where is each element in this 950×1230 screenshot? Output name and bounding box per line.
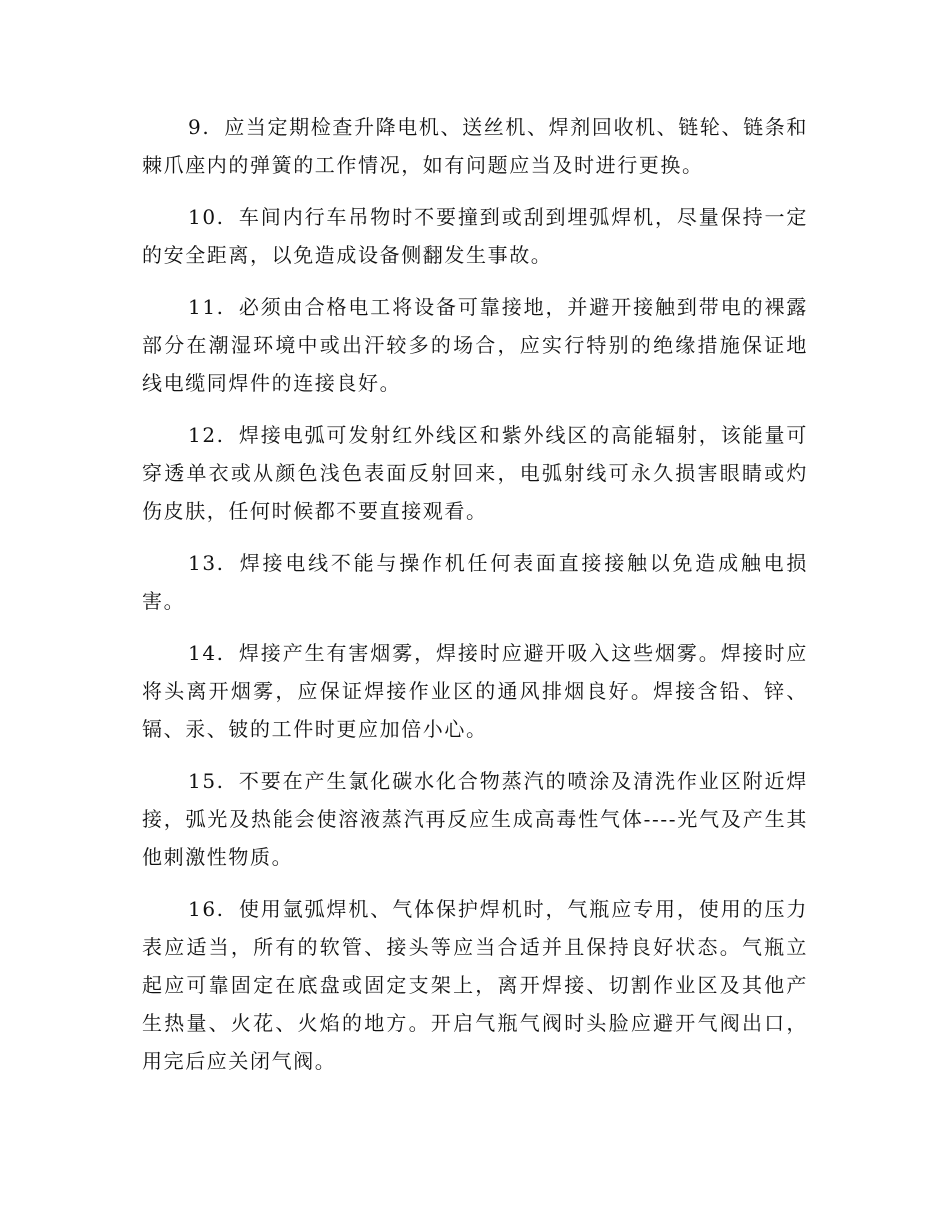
paragraph-9 [142, 108, 808, 184]
item-number: 14. [188, 641, 225, 665]
item-number: 15. [188, 769, 225, 793]
paragraph-15 [142, 762, 808, 876]
item-number: 16. [188, 897, 225, 921]
document-body [142, 108, 808, 1094]
item-text: 应当定期检查升降电机、送丝机、焊剂回收机、链轮、链条和棘爪座内的弹簧的工作情况，如有问题应当及时进行更换。 [142, 115, 808, 177]
item-text: 焊接电弧可发射红外线区和紫外线区的高能辐射，该能量可穿透单衣或从颜色浅色表面反射回来，电弧射线可永久损害眼睛或灼伤皮肤，任何时候都不要直接观看。 [142, 423, 808, 523]
item-number: 9. [188, 115, 211, 139]
item-number: 11. [188, 295, 225, 319]
item-text: 使用氩弧焊机、气体保护焊机时，气瓶应专用，使用的压力表应适当，所有的软管、接头等应当合适并且保持良好状态。气瓶立起应可靠固定在底盘或固定支架上，离开焊接、切割作业区及其他产生热量、火花、火焰的地方。开启气瓶气阀时头脸应避开气阀出口，用完后应关闭气阀。 [142, 897, 808, 1073]
item-text: 不要在产生氯化碳水化合物蒸汽的喷涂及清洗作业区附近焊接，弧光及热能会使溶液蒸汽再反应生成高毒性气体----光气及产生其他刺激性物质。 [142, 769, 808, 869]
paragraph-13 [142, 544, 808, 620]
item-text: 车间内行车吊物时不要撞到或刮到埋弧焊机，尽量保持一定的安全距离，以免造成设备侧翻发生事故。 [142, 205, 808, 267]
item-number: 12. [188, 423, 225, 447]
paragraph-11 [142, 288, 808, 402]
item-text: 焊接电线不能与操作机任何表面直接接触以免造成触电损害。 [142, 551, 808, 613]
item-number: 10. [188, 205, 225, 229]
item-text: 必须由合格电工将设备可靠接地，并避开接触到带电的裸露部分在潮湿环境中或出汗较多的场合，应实行特别的绝缘措施保证地线电缆同焊件的连接良好。 [142, 295, 808, 395]
paragraph-16 [142, 890, 808, 1080]
item-text: 焊接产生有害烟雾，焊接时应避开吸入这些烟雾。焊接时应将头离开烟雾，应保证焊接作业区的通风排烟良好。焊接含铅、锌、镉、汞、铍的工件时更应加倍小心。 [142, 641, 808, 741]
item-number: 13. [188, 551, 225, 575]
paragraph-12 [142, 416, 808, 530]
paragraph-14 [142, 634, 808, 748]
paragraph-10 [142, 198, 808, 274]
